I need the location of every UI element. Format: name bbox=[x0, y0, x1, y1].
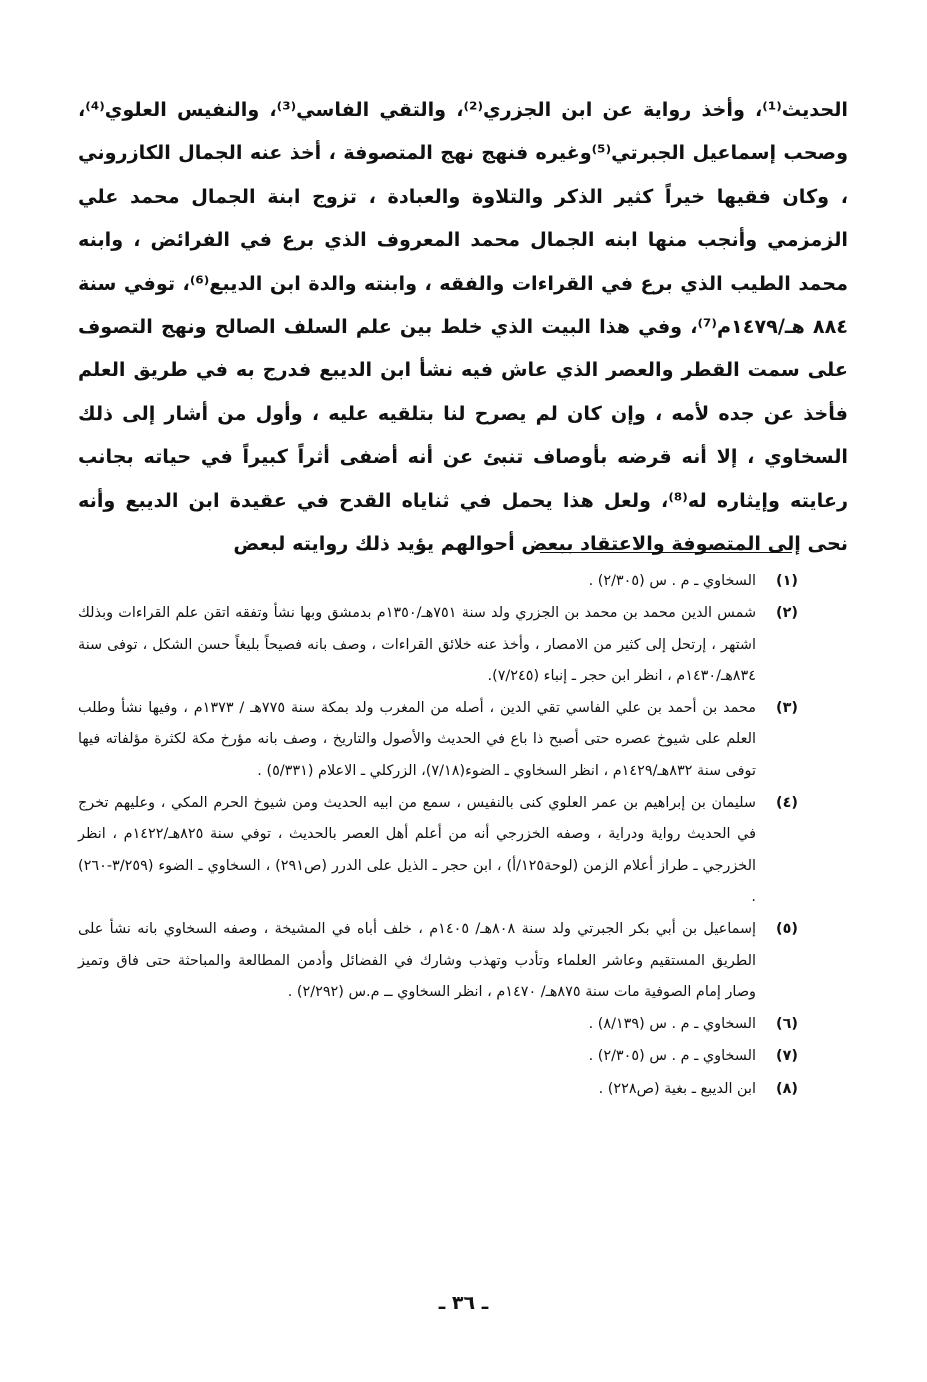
footnote-8 bbox=[78, 1074, 798, 1105]
footnotes-list bbox=[78, 566, 798, 1106]
page-number: ـ ٣٦ ـ bbox=[438, 1292, 489, 1314]
footnote-6 bbox=[78, 1009, 798, 1040]
footnote-7 bbox=[78, 1041, 798, 1072]
footnote-number: (٤) bbox=[776, 795, 798, 812]
footnote-text: السخاوي ـ م . س (٨/١٣٩) . bbox=[588, 1016, 756, 1033]
footnote-3 bbox=[78, 693, 798, 787]
footnote-number: (٢) bbox=[776, 605, 798, 622]
footnote-text: إسماعيل بن أبي بكر الجبرتي ولد سنة ٨٠٨هـ/ ١٤٠٥م ، خلف أباه في المشيخة ، وصفه السخاوي بانه نشأ على الطريق المستقيم وعاشر العلماء وتأدب وتهذب وشارك في الفضائل وأدمن المطالعة والمباحثة حتى فاق وتميز وصار إمام الصوفية مات سنة ٨٧٥هـ/ ١٤٧٠م ، انظر السخاوي ــ م.س (٢/٢٩٢) . bbox=[78, 921, 757, 1000]
footnote-text: السخاوي ـ م . س (٢/٣٠٥) . bbox=[588, 573, 756, 589]
footnote-separator-rule bbox=[540, 552, 792, 553]
footnote-text: السخاوي ـ م . س (٢/٣٠٥) . bbox=[588, 1048, 756, 1065]
footnote-1 bbox=[78, 566, 798, 597]
footnote-number: (٦) bbox=[776, 1016, 798, 1033]
footnote-text: شمس الدين محمد بن محمد بن الجزري ولد سنة ٧٥١هـ/١٣٥٠م بدمشق وبها نشأ وتفقه اتقن علم القراءات وبذلك اشتهر ، إرتحل إلى كثير من الامصار ، وأخذ عنه خلائق القراءات ، وصف بانه فصيحاً بليغاً حسن الشكل ، توفى سنة ٨٣٤هـ/١٤٣٠م ، انظر ابن حجر ـ إنباء (٧/٢٤٥). bbox=[78, 605, 757, 684]
main-body-paragraph: الحديث⁽¹⁾، وأخذ رواية عن ابن الجزري⁽²⁾، والتقي الفاسي⁽³⁾، والنفيس العلوي⁽⁴⁾، وصحب إسماعيل الجبرتي⁽⁵⁾وغيره فنهج نهج المتصوفة ، أخذ عنه الجمال الكازروني ، وكان فقيها خيراً كثير الذكر والتلاوة والعبادة ، تزوج ابنة الجمال محمد علي الزمزمي وأنجب منها ابنه الجمال محمد المعروف الذي برع في الفرائض ، وابنه محمد الطيب الذي برع في القراءات والفقه ، وابنته والدة ابن الديبع⁽⁶⁾، توفي سنة ٨٨٤ هـ/١٤٧٩م⁽⁷⁾، وفي هذا البيت الذي خلط بين علم السلف الصالح ونهج التصوف على سمت القطر والعصر الذي عاش فيه نشأ ابن الديبع فدرج به في طريق العلم فأخذ عن جده لأمه ، وإن كان لم يصرح لنا بتلقيه عليه ، وأول من أشار إلى ذلك السخاوي ، إلا أنه قرضه بأوصاف تنبئ عن أنه أضفى أثراً كبيراً في حياته بجانب رعايته وإيثاره له⁽⁸⁾، ولعل هذا يحمل في ثناياه القدح في عقيدة ابن الديبع وأنه نحى إلى المتصوفة والاعتقاد ببعض أحوالهم يؤيد ذلك روايته لبعض bbox=[78, 98, 848, 556]
footnote-number: (٧) bbox=[776, 1048, 798, 1065]
footnote-5 bbox=[78, 914, 798, 1008]
footnote-number: (٨) bbox=[776, 1080, 798, 1097]
footnote-text: سليمان بن إبراهيم بن عمر العلوي كنى بالنفيس ، سمع من ابيه الحديث ومن شيوخ الحرم المكي ، وعليهم تخرج في الحديث رواية ودراية ، وصفه الخزرجي أنه من أعلم أهل العصر بالحديث ، توفي سنة ٨٢٥هـ/١٤٢٢م ، انظر الخزرجي ـ طراز أعلام الزمن (لوحة١٢٥/أ) ، ابن حجر ـ الذيل على الدرر (ص٢٩١) ، السخاوي ـ الضوء (٣/٢٥٩-٢٦٠) . bbox=[78, 795, 756, 905]
footnote-text: محمد بن أحمد بن علي الفاسي تقي الدين ، أصله من المغرب ولد بمكة سنة ٧٧٥هـ / ١٣٧٣م ، وفيها نشأ وطلب العلم على شيوخ عصره حتى أصبح ذا باع في الحديث والأصول والتاريخ ، وصف بانه مؤرخ مكة لكثرة مؤلفاته فيها توفى سنة ٨٣٢هـ/١٤٢٩م ، انظر السخاوي ـ الضوء(٧/١٨)، الزركلي ـ الاعلام (٥/٣٣١) . bbox=[78, 700, 757, 779]
footnote-number: (١) bbox=[776, 573, 798, 589]
footnote-text: ابن الديبع ـ بغية (ص٢٢٨) . bbox=[598, 1080, 756, 1097]
footnote-number: (٥) bbox=[776, 921, 798, 938]
footnote-2 bbox=[78, 598, 798, 692]
footnote-number: (٣) bbox=[776, 700, 798, 717]
footnote-4 bbox=[78, 788, 798, 913]
